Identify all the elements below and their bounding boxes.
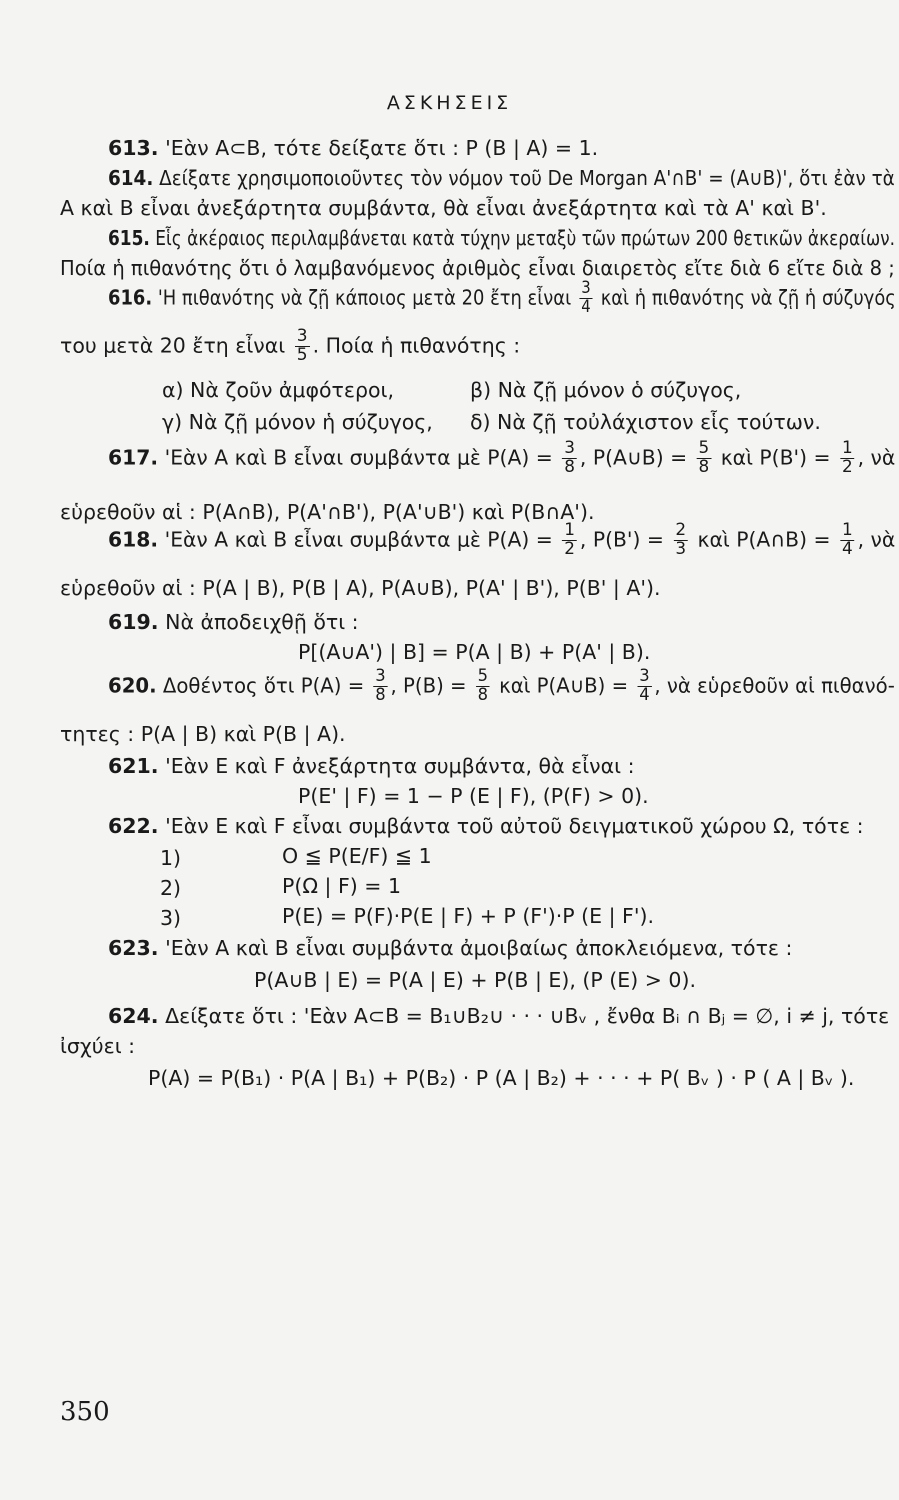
exercise-number: 622.: [108, 814, 159, 838]
exercise-619: 619. Νὰ ἀποδειχθῇ ὅτι :: [108, 610, 359, 634]
exercise-624: 624. Δείξατε ὅτι : 'Εὰν A⊂B = B₁∪B₂∪ · · · ∪Bᵥ , ἔνθα Bᵢ ∩ Bⱼ = ∅, i ≠ j, τότε: [108, 1004, 890, 1028]
fraction: $\frac{3}{4}$: [639, 666, 650, 705]
formula-619: P[(A∪A') | B] = P(A | B) + P(A' | B).: [298, 640, 651, 664]
fraction: $\frac{3}{8}$: [375, 666, 386, 705]
exercise-number: 619.: [108, 610, 159, 634]
exercise-615: [108, 228, 895, 249]
fraction: $\frac{5}{8}$: [698, 438, 710, 477]
option-c: γ) Νὰ ζῇ μόνον ἡ σύζυγος,: [162, 410, 433, 434]
exercise-text: καὶ ἡ πιθανότης νὰ ζῇ ἡ σύζυγός: [600, 285, 896, 310]
item-3-formula: P(E) = P(F)·P(E | F) + P (F')·P (E | F').: [282, 904, 654, 928]
exercise-624-line2: ἰσχύει :: [60, 1034, 136, 1058]
exercise-text: 'Εὰν A⊂B, τότε δείξατε ὅτι : P (B | A) = 1.: [165, 136, 599, 160]
exercise-620: 620. Δοθέντος ὅτι P(A) = $\frac{3}{8}$ , P(B) = $\frac{5}{8}$ καὶ P(A∪B) = $\frac{3}{4}$ , νὰ εὑρεθοῦν αἱ πιθανό-: [108, 666, 895, 705]
exercise-number: 616.: [108, 285, 153, 310]
page-number: 350: [60, 1397, 110, 1427]
exercise-620-line2: τητες : P(A | B) καὶ P(B | A).: [60, 722, 346, 746]
exercise-number: 613.: [108, 136, 159, 160]
exercise-number: 618.: [108, 527, 159, 552]
exercise-623: 623. 'Εὰν A καὶ B εἶναι συμβάντα ἀμοιβαίως ἀποκλειόμενα, τότε :: [108, 936, 793, 960]
exercise-number: 615.: [108, 226, 150, 250]
formula-623: P(A∪B | E) = P(A | E) + P(B | E), (P (E) > 0).: [254, 968, 696, 992]
fraction: $\frac{3}{4}$: [581, 278, 591, 317]
exercise-number: 620.: [108, 673, 157, 698]
formula-621: P(E' | F) = 1 − P (E | F), (P(F) > 0).: [298, 784, 649, 808]
item-2-label: 2): [160, 876, 182, 900]
option-a: α) Νὰ ζοῦν ἀμφότεροι,: [162, 378, 394, 402]
exercise-614: [108, 168, 895, 189]
item-1-label: 1): [160, 846, 182, 870]
exercise-622: 622. 'Εὰν E καὶ F εἶναι συμβάντα τοῦ αὐτοῦ δειγματικοῦ χώρου Ω, τότε :: [108, 814, 864, 838]
exercise-number: 614.: [108, 166, 154, 190]
option-b: β) Νὰ ζῇ μόνον ὁ σύζυγος,: [470, 378, 742, 402]
fraction: $\frac{1}{2}$: [841, 438, 853, 477]
fraction: $\frac{3}{8}$: [564, 438, 575, 477]
page-title: ΑΣΚΗΣΕΙΣ: [386, 92, 513, 114]
exercise-616-line2: του μετὰ 20 ἔτη εἶναι $\frac{3}{5}$ . Ποία ἡ πιθανότης :: [60, 326, 521, 365]
exercise-number: 623.: [108, 936, 159, 960]
fraction: $\frac{5}{8}$: [477, 666, 489, 705]
exercise-617-line2: εὑρεθοῦν αἱ : P(A∩B), P(A'∩B'), P(A'∪B') καὶ P(B∩A').: [60, 500, 595, 524]
fraction: $\frac{1}{2}$: [564, 520, 575, 559]
exercise-614-line2: A καὶ B εἶναι ἀνεξάρτητα συμβάντα, θὰ εἶναι ἀνεξάρτητα καὶ τὰ A' καὶ B'.: [60, 196, 827, 220]
exercise-text: Εἷς ἀκέραιος περιλαμβάνεται κατὰ τύχην μεταξὺ τῶν πρώτων 200 θετικῶν ἀκεραίων.: [155, 226, 896, 250]
fraction: $\frac{1}{4}$: [841, 520, 853, 559]
fraction: $\frac{3}{5}$: [296, 326, 308, 365]
exercise-number: 624.: [108, 1004, 159, 1028]
exercise-text: 'Η πιθανότης νὰ ζῇ κάποιος μετὰ 20 ἔτη εἶναι: [157, 285, 572, 310]
exercise-617: 617. 'Εὰν A καὶ B εἶναι συμβάντα μὲ P(A) = $\frac{3}{8}$ , P(A∪B) = $\frac{5}{8}$ καὶ P(B') = $\frac{1}{2}$ , νὰ: [108, 438, 896, 477]
formula-624: P(A) = P(B₁) · P(A | B₁) + P(B₂) · P (A | B₂) + · · · + P( Bᵥ ) · P ( A | Bᵥ ).: [148, 1066, 855, 1090]
exercise-615-line2: Ποία ἡ πιθανότης ὅτι ὁ λαμβανόμενος ἀριθμὸς εἶναι διαιρετὸς εἴτε διὰ 6 εἴτε διὰ 8 ;: [60, 256, 895, 280]
item-2-formula: P(Ω | F) = 1: [282, 874, 402, 898]
exercise-616: [108, 280, 896, 317]
item-1-formula: O ≦ P(E/F) ≦ 1: [282, 844, 432, 868]
exercise-613: [108, 138, 598, 159]
exercise-621: 621. 'Εὰν E καὶ F ἀνεξάρτητα συμβάντα, θὰ εἶναι :: [108, 754, 635, 778]
exercise-number: 621.: [108, 754, 159, 778]
item-3-label: 3): [160, 906, 182, 930]
exercise-number: 617.: [108, 445, 159, 470]
exercise-text: Δείξατε χρησιμοποιοῦντες τὸν νόμον τοῦ De Morgan A'∩B' = (A∪B)', ὅτι ἐὰν τὰ: [159, 166, 895, 190]
fraction: $\frac{2}{3}$: [675, 520, 687, 559]
option-d: δ) Νὰ ζῇ τοὐλάχιστον εἷς τούτων.: [470, 410, 821, 434]
exercise-618-line2: εὑρεθοῦν αἱ : P(A | B), P(B | A), P(A∪B), P(A' | B'), P(B' | A').: [60, 576, 661, 600]
exercise-618: 618. 'Εὰν A καὶ B εἶναι συμβάντα μὲ P(A) = $\frac{1}{2}$ , P(B') = $\frac{2}{3}$ καὶ P(A∩B) = $\frac{1}{4}$ , νὰ: [108, 520, 896, 559]
